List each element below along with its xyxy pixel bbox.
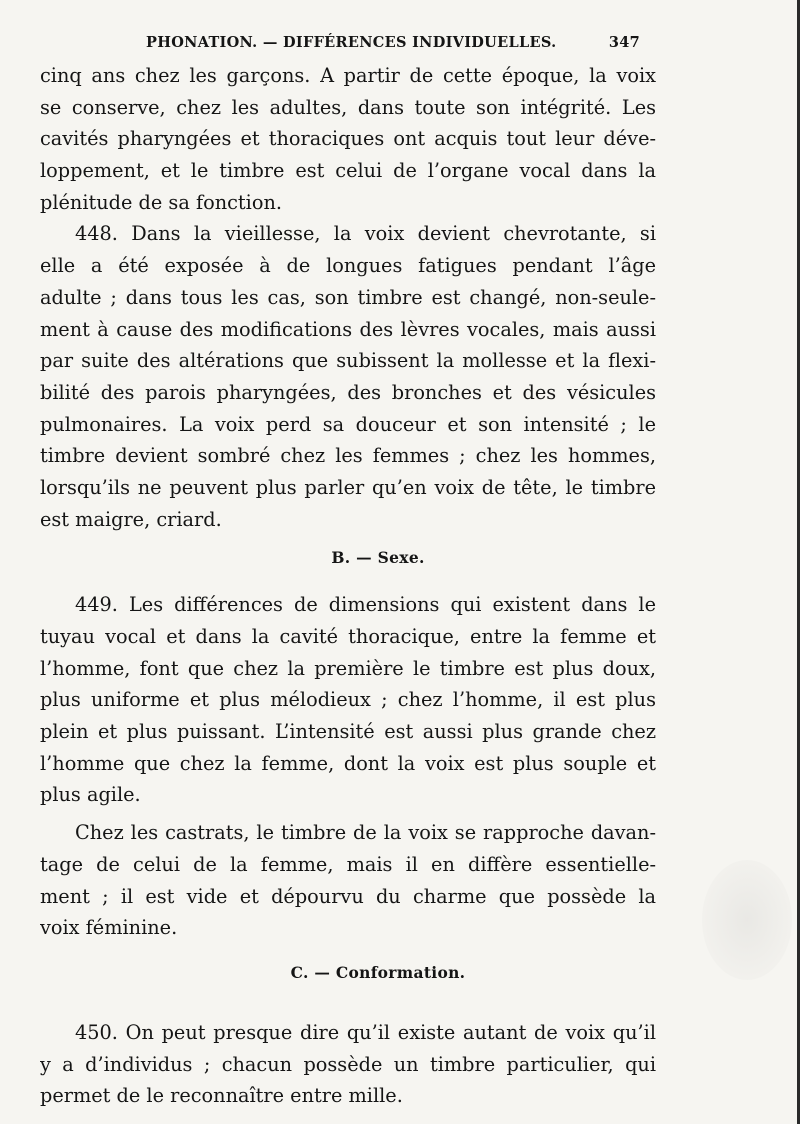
text-line: loppement, et le timbre est celui de l’organe vocal dans la — [40, 159, 656, 183]
text-line: Chez les castrats, le timbre de la voix se rapproche davan- — [75, 821, 656, 845]
text-line: bilité des parois pharyngées, des bronches et des vésicules — [40, 380, 656, 404]
text-line: ment ; il est vide et dépourvu du charme que possède la — [40, 884, 656, 908]
text-line: par suite des altérations que subissent la mollesse et la flexi- — [40, 349, 656, 373]
text-line: l’homme que chez la femme, dont la voix est plus souple et — [40, 751, 656, 775]
text-line: est maigre, criard. — [40, 507, 222, 531]
paragraph-continuation — [40, 60, 656, 218]
text-line: plein et plus puissant. L’intensité est aussi plus grande chez — [40, 720, 656, 744]
text-line: ment à cause des modifications des lèvres vocales, mais aussi — [40, 317, 656, 341]
text-line: l’homme, font que chez la première le timbre est plus doux, — [40, 656, 656, 680]
text-line: plus uniforme et plus mélodieux ; chez l’homme, il est plus — [40, 688, 656, 712]
text-line: 449. Les différences de dimensions qui existent dans le — [75, 593, 656, 617]
text-line: 448. Dans la vieillesse, la voix devient chevrotante, si — [75, 222, 656, 246]
running-title: PHONATION. — DIFFÉRENCES INDIVIDUELLES. — [146, 34, 557, 51]
text-line: cavités pharyngées et thoraciques ont acquis tout leur déve- — [40, 127, 656, 151]
text-line: plénitude de sa fonction. — [40, 190, 282, 214]
text-line: voix féminine. — [40, 916, 178, 940]
text-line: 450. On peut presque dire qu’il existe autant de voix qu’il — [75, 1020, 656, 1044]
text-line: se conserve, chez les adultes, dans toute son intégrité. Les — [40, 95, 656, 119]
text-line: lorsqu’ils ne peuvent plus parler qu’en voix de tête, le timbre — [40, 475, 656, 499]
text-line: permet de le reconnaître entre mille. — [40, 1084, 403, 1108]
text-line: cinq ans chez les garçons. A partir de cette époque, la voix — [40, 64, 656, 87]
paragraph-450 — [40, 1017, 656, 1112]
page-number: 347 — [608, 34, 640, 51]
text-line: tage de celui de la femme, mais il en diffère essentielle- — [40, 852, 656, 876]
section-heading-b: B. — Sexe. — [331, 548, 425, 568]
paragraph-448 — [40, 218, 656, 535]
text-line: timbre devient sombré chez les femmes ; chez les hommes, — [40, 444, 656, 468]
text-line: pulmonaires. La voix perd sa douceur et son intensité ; le — [40, 412, 656, 436]
show-through-smudge — [702, 860, 792, 980]
text-line: elle a été exposée à de longues fatigues pendant l’âge — [40, 254, 656, 278]
paragraph-449 — [40, 589, 656, 811]
text-line: adulte ; dans tous les cas, son timbre est changé, non-seule- — [40, 285, 656, 309]
text-line: plus agile. — [40, 783, 141, 807]
text-line: tuyau vocal et dans la cavité thoracique, entre la femme et — [40, 625, 656, 648]
text-line: y a d’individus ; chacun possède un timbre particulier, qui — [40, 1052, 656, 1076]
page-body — [40, 60, 656, 1112]
paragraph-castrats — [40, 817, 656, 944]
section-heading-c: C. — Conformation. — [290, 962, 466, 982]
